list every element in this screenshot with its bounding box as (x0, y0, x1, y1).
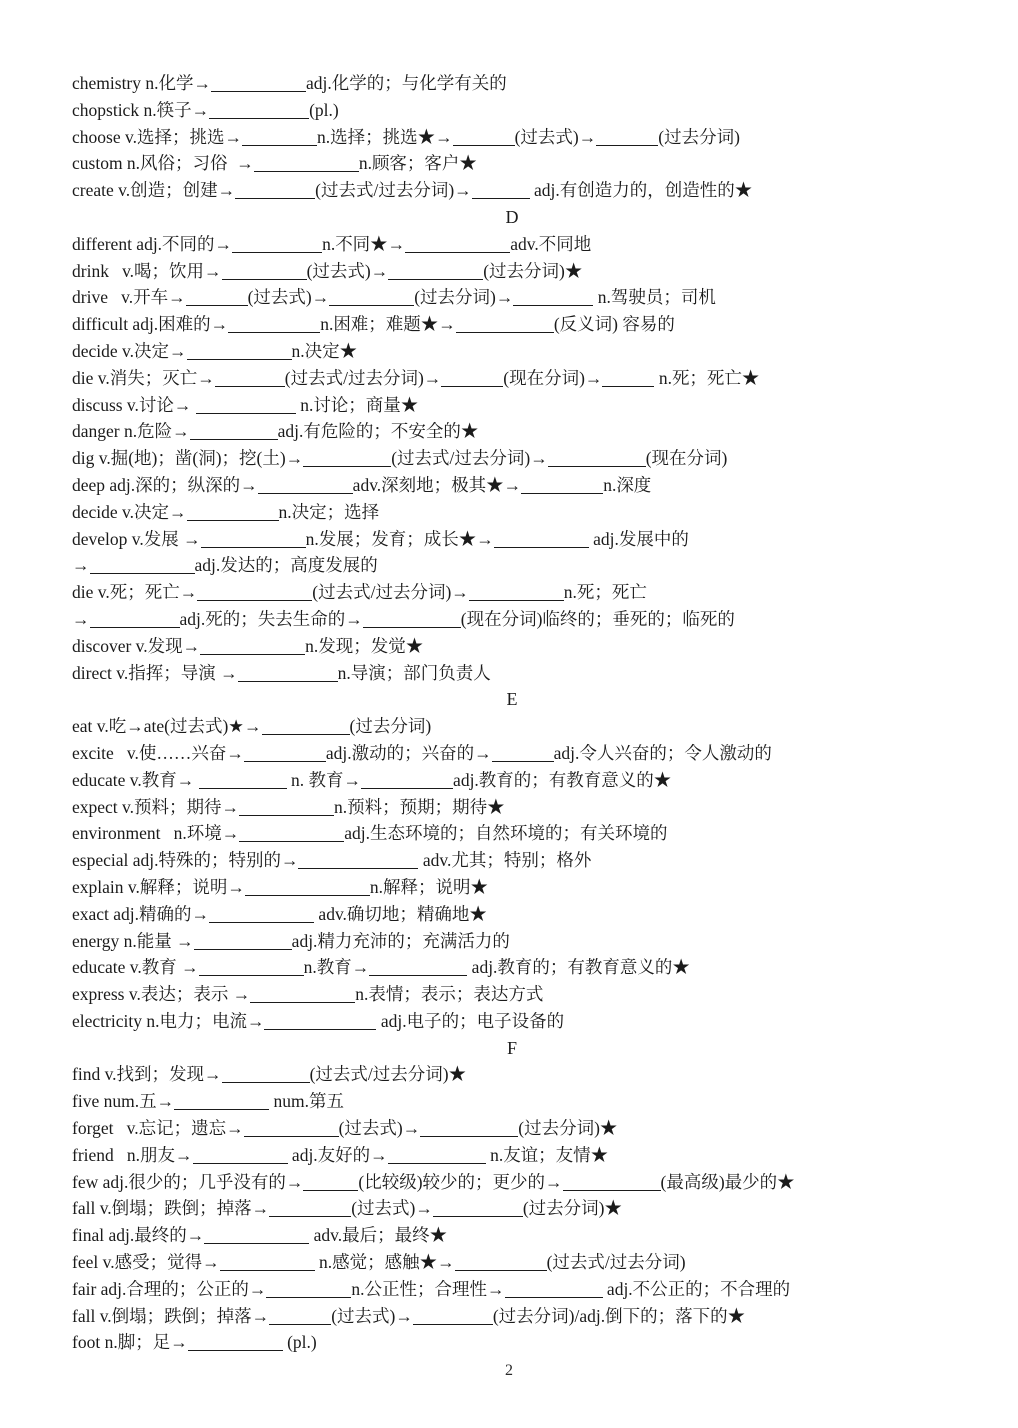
vocab-text: discover v.发现→ (72, 635, 201, 656)
fill-in-blank (194, 936, 292, 950)
vocab-line (72, 177, 952, 204)
vocab-line (72, 660, 952, 687)
fill-in-blank (250, 989, 355, 1003)
vocab-text: (过去式)→ (351, 1198, 433, 1219)
vocab-text: direct v.指挥；导演 → (72, 662, 238, 683)
vocab-text: n.表情；表示；表达方式 (355, 984, 544, 1005)
vocab-text: n.决定；选择 (278, 501, 380, 522)
fill-in-blank (215, 373, 285, 387)
fill-in-blank (199, 962, 304, 976)
fill-in-blank (199, 775, 287, 789)
fill-in-blank (521, 480, 603, 494)
vocab-text: n.友谊；友情★ (485, 1144, 609, 1165)
vocab-text: n. 教育→ (286, 769, 362, 790)
vocab-text: excite v.使……兴奋→ (72, 742, 244, 763)
vocab-text: chopstick n.筷子→ (72, 99, 210, 120)
vocab-text: adj.友好的→ (287, 1144, 388, 1165)
vocab-text: choose v.选择；挑选→ (72, 126, 242, 147)
vocab-word-list (72, 70, 952, 1356)
fill-in-blank (548, 453, 646, 467)
vocab-text: (过去式/过去分词)★ (309, 1064, 467, 1085)
vocab-line (72, 365, 952, 392)
vocab-text: (过去分词)/adj.倒下的；落下的★ (492, 1305, 746, 1326)
vocab-text: deep adj.深的；纵深的→ (72, 474, 258, 495)
fill-in-blank (235, 185, 315, 199)
fill-in-blank (456, 319, 554, 333)
vocab-text: → (72, 555, 90, 576)
vocab-text: adj.死的；失去生命的→ (179, 608, 363, 629)
vocab-text: (比较级)较少的；更少的→ (358, 1171, 563, 1192)
vocab-text: feel v.感受；觉得→ (72, 1252, 220, 1273)
vocab-line (72, 740, 952, 767)
vocab-text: foot n.脚；足→ (72, 1332, 188, 1353)
fill-in-blank (244, 1123, 339, 1137)
fill-in-blank (494, 534, 589, 548)
vocab-text: n.讨论；商量★ (295, 394, 419, 415)
vocab-text: fall v.倒塌；跌倒；掉落→ (72, 1198, 270, 1219)
vocab-text: (现在分词)→ (503, 367, 603, 388)
vocab-text: adv.不同地 (510, 233, 592, 254)
fill-in-blank (187, 346, 292, 360)
vocab-text: n.深度 (603, 474, 652, 495)
vocab-text: adj.有创造力的，创造性的★ (529, 180, 753, 201)
page-number: 2 (505, 1362, 513, 1379)
fill-in-blank (441, 373, 503, 387)
vocab-text: adj.生态环境的；自然环境的；有关环境的 (344, 823, 668, 844)
section-heading: F (506, 1037, 517, 1058)
vocab-line (72, 874, 952, 901)
vocab-line (72, 981, 952, 1008)
vocab-line (72, 445, 952, 472)
vocab-text: especial adj.特殊的；特别的→ (72, 850, 299, 871)
vocab-text: → (72, 608, 90, 629)
vocab-text: (过去式/过去分词)→ (315, 180, 472, 201)
vocab-text: dig v.掘(地)；凿(洞)；挖(土)→ (72, 448, 304, 469)
vocab-text: (pl.) (282, 1332, 317, 1353)
vocab-text: n.死；死亡★ (654, 367, 760, 388)
fill-in-blank (469, 587, 564, 601)
vocab-text: adj.发达的；高度发展的 (194, 555, 378, 576)
fill-in-blank (242, 132, 317, 146)
vocab-text: custom n.风俗；习俗 → (72, 153, 254, 174)
vocab-text: chemistry n.化学→ (72, 73, 212, 93)
vocab-text: adv.尤其；特别；格外 (418, 850, 592, 871)
fill-in-blank (388, 1150, 486, 1164)
vocab-text: educate v.教育→ (72, 769, 199, 790)
vocab-line (72, 901, 952, 928)
vocab-line (72, 418, 952, 445)
fill-in-blank (245, 882, 370, 896)
vocab-text: adj.有危险的；不安全的★ (277, 421, 479, 442)
vocab-text: (过去式)→ (306, 260, 389, 281)
vocab-line (72, 311, 952, 338)
vocab-line (72, 1142, 952, 1169)
fill-in-blank (472, 185, 530, 199)
fill-in-blank (269, 1311, 331, 1325)
fill-in-blank (186, 292, 248, 306)
fill-in-blank (455, 1257, 547, 1271)
vocab-line (72, 284, 952, 311)
section-heading: D (505, 206, 519, 227)
vocab-line (72, 1169, 952, 1196)
vocab-text: explain v.解释；说明→ (72, 876, 245, 897)
vocab-text: n.不同★→ (322, 233, 406, 254)
fill-in-blank (413, 1311, 493, 1325)
fill-in-blank (200, 641, 305, 655)
vocab-text: electricity n.电力；电流→ (72, 1010, 265, 1031)
vocab-line (72, 1115, 952, 1142)
fill-in-blank (209, 909, 314, 923)
vocab-line (72, 1195, 952, 1222)
vocab-text: final adj.最终的→ (72, 1225, 205, 1246)
vocab-text: difficult adj.困难的→ (72, 314, 229, 335)
vocab-text: (过去分词)★ (483, 260, 583, 281)
vocab-line (72, 1088, 952, 1115)
vocab-text: fall v.倒塌；跌倒；掉落→ (72, 1305, 270, 1326)
vocab-line (72, 713, 952, 740)
fill-in-blank (90, 614, 180, 628)
section-heading: E (506, 689, 518, 710)
vocab-text: exact adj.精确的→ (72, 903, 210, 924)
fill-in-blank (197, 587, 312, 601)
vocab-line (72, 1329, 952, 1356)
vocab-text: adv.确切地；精确地★ (314, 903, 487, 924)
vocab-text: n.发现；发觉★ (305, 635, 424, 656)
vocab-text: decide v.决定→ (72, 340, 187, 361)
vocab-text: different adj.不同的→ (72, 233, 233, 254)
vocab-text: (过去式/过去分词)→ (312, 582, 469, 603)
vocab-text: adj.化学的；与化学有关的 (306, 73, 507, 93)
vocab-text: adj.令人兴奋的；令人激动的 (553, 742, 772, 763)
vocab-text: n.驾驶员；司机 (593, 287, 716, 308)
fill-in-blank (193, 1150, 288, 1164)
vocab-line (72, 392, 952, 419)
fill-in-blank (254, 158, 359, 172)
fill-in-blank (238, 668, 338, 682)
vocab-text: energy n.能量 → (72, 930, 194, 951)
vocab-text: decide v.决定→ (72, 501, 187, 522)
vocab-text: (过去式)→ (338, 1118, 421, 1139)
vocab-text: develop v.发展 → (72, 528, 201, 549)
vocab-line (72, 794, 952, 821)
fill-in-blank (405, 239, 510, 253)
fill-in-blank (211, 78, 306, 92)
fill-in-blank (513, 292, 593, 306)
fill-in-blank (201, 534, 306, 548)
fill-in-blank (220, 1257, 315, 1271)
vocab-text: (最高级)最少的★ (660, 1171, 795, 1192)
vocab-text: (过去分词)→ (414, 287, 514, 308)
fill-in-blank (303, 1177, 358, 1191)
vocab-text: n.选择；挑选★→ (316, 126, 453, 147)
vocab-text: few adj.很少的；几乎没有的→ (72, 1171, 304, 1192)
fill-in-blank (187, 507, 279, 521)
vocab-text: friend n.朋友→ (72, 1144, 193, 1165)
vocab-line (72, 70, 952, 97)
vocab-line (72, 1249, 952, 1276)
vocab-line (72, 1222, 952, 1249)
vocab-text: create v.创造；创建→ (72, 180, 236, 201)
vocab-text: (pl.) (309, 99, 339, 120)
vocab-line (72, 552, 952, 579)
fill-in-blank (505, 1284, 603, 1298)
fill-in-blank (453, 132, 515, 146)
vocab-line (72, 1276, 952, 1303)
vocab-text: n.感觉；感触★→ (314, 1252, 455, 1273)
vocab-text: (过去分词)★ (518, 1118, 618, 1139)
fill-in-blank (596, 132, 658, 146)
fill-in-blank (329, 292, 414, 306)
vocab-text: adj.教育的；有教育意义的★ (467, 957, 690, 978)
fill-in-blank (209, 105, 309, 119)
fill-in-blank (266, 1284, 351, 1298)
vocab-text: n.顾客；客户★ (358, 153, 477, 174)
vocab-line (72, 499, 952, 526)
vocab-text: expect v.预料；期待→ (72, 796, 240, 817)
fill-in-blank (264, 1016, 376, 1030)
vocab-line (72, 472, 952, 499)
vocab-text: adj.不公正的；不合理的 (602, 1278, 791, 1299)
fill-in-blank (361, 775, 453, 789)
vocab-text: eat v.吃→ate(过去式)★→ (72, 716, 262, 737)
fill-in-blank (563, 1177, 661, 1191)
vocab-text: danger n.危险→ (72, 421, 190, 442)
fill-in-blank (602, 373, 654, 387)
vocab-text: (过去式/过去分词)→ (391, 448, 548, 469)
vocab-text: die v.消失；灭亡→ (72, 367, 215, 388)
vocab-text: n.死；死亡 (563, 582, 647, 603)
vocab-text: adj.激动的；兴奋的→ (325, 742, 492, 763)
vocab-line (72, 1061, 952, 1088)
fill-in-blank (222, 1069, 310, 1083)
vocab-text: n.困难；难题★→ (320, 314, 456, 335)
vocab-line (72, 820, 952, 847)
fill-in-blank (388, 266, 483, 280)
fill-in-blank (420, 1123, 518, 1137)
vocab-text: (过去式)→ (331, 1305, 413, 1326)
vocab-line (72, 606, 952, 633)
fill-in-blank (228, 319, 320, 333)
vocab-line (72, 1303, 952, 1330)
vocab-line (72, 526, 952, 553)
vocab-line (72, 258, 952, 285)
vocab-text: adv.最后；最终★ (309, 1225, 448, 1246)
vocab-line (72, 97, 952, 124)
vocab-line (72, 124, 952, 151)
vocab-line (72, 633, 952, 660)
vocab-text: (过去分词)★ (522, 1198, 622, 1219)
vocab-text: n.解释；说明★ (369, 876, 488, 897)
fill-in-blank (190, 426, 278, 440)
fill-in-blank (232, 239, 322, 253)
vocab-text: num.第五 (269, 1091, 344, 1112)
vocab-text: n.教育→ (303, 957, 370, 978)
vocab-text: educate v.教育 → (72, 957, 199, 978)
vocab-line (72, 954, 952, 981)
fill-in-blank (222, 266, 307, 280)
vocab-text: n.导演；部门负责人 (337, 662, 491, 683)
vocab-text: (过去式)→ (514, 126, 597, 147)
vocab-text: (过去分词) (658, 126, 740, 147)
fill-in-blank (492, 748, 554, 762)
fill-in-blank (196, 400, 296, 414)
vocab-text: discuss v.讨论→ (72, 394, 196, 415)
fill-in-blank (239, 802, 334, 816)
vocab-line (72, 928, 952, 955)
vocab-text: fair adj.合理的；公正的→ (72, 1278, 267, 1299)
vocab-text: drink v.喝；饮用→ (72, 260, 222, 281)
fill-in-blank (258, 480, 353, 494)
vocab-text: (过去分词) (349, 716, 432, 737)
vocab-text: adj.精力充沛的；充满活力的 (291, 930, 510, 951)
vocab-text: express v.表达；表示 → (72, 984, 251, 1005)
vocab-text: adj.发展中的 (588, 528, 689, 549)
fill-in-blank (433, 1203, 523, 1217)
vocab-text: (过去式/过去分词) (546, 1252, 686, 1273)
fill-in-blank (298, 855, 418, 869)
vocab-line (72, 767, 952, 794)
vocab-text: drive v.开车→ (72, 287, 186, 308)
vocab-text: (现在分词)临终的；垂死的；临死的 (460, 608, 735, 629)
fill-in-blank (174, 1096, 269, 1110)
vocab-text: five num.五→ (72, 1091, 175, 1112)
vocab-text: n.公正性；合理性→ (351, 1278, 505, 1299)
vocab-text: adv.深刻地；极其★→ (352, 474, 522, 495)
vocab-text: n.预料；预期；期待★ (334, 796, 505, 817)
vocab-text: (现在分词) (645, 448, 728, 469)
vocab-text: environment n.环境→ (72, 823, 240, 844)
vocab-text: die v.死；死亡→ (72, 582, 198, 603)
fill-in-blank (303, 453, 391, 467)
vocab-line (72, 338, 952, 365)
vocab-line (72, 231, 952, 258)
vocab-text: forget v.忘记；遗忘→ (72, 1118, 244, 1139)
vocab-text: (过去式/过去分词)→ (284, 367, 442, 388)
vocab-text: n.发展；发育；成长★→ (305, 528, 494, 549)
fill-in-blank (269, 1203, 351, 1217)
fill-in-blank (188, 1337, 283, 1351)
vocab-text: n.决定★ (291, 340, 358, 361)
vocab-line (72, 847, 952, 874)
vocab-text: adj.教育的；有教育意义的★ (453, 769, 672, 790)
fill-in-blank (204, 1230, 309, 1244)
fill-in-blank (90, 560, 195, 574)
fill-in-blank (239, 828, 344, 842)
vocab-text: adj.电子的；电子设备的 (376, 1010, 565, 1031)
vocab-line (72, 1008, 952, 1035)
vocab-text: (反义词) 容易的 (553, 314, 675, 335)
vocab-text: find v.找到；发现→ (72, 1064, 222, 1085)
vocab-line (72, 150, 952, 177)
fill-in-blank (363, 614, 461, 628)
fill-in-blank (369, 962, 467, 976)
fill-in-blank (262, 721, 350, 735)
vocab-line (72, 579, 952, 606)
vocab-text: (过去式)→ (247, 287, 330, 308)
fill-in-blank (244, 748, 326, 762)
